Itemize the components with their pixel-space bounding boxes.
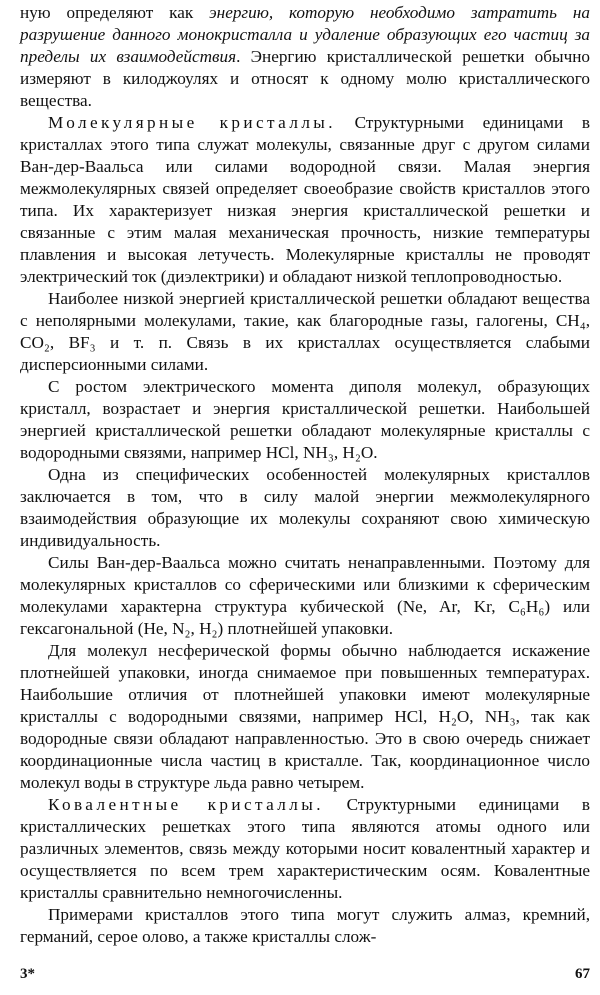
paragraph-text: С ростом электрического момента диполя молекул, образующих кристалл, возрастает и энергия кристаллической решетки. Наибольшей энергией кристаллической решетки обладают молекулярные кристаллы с водородными связями, например HCl, NH₃, H₂O.	[20, 377, 590, 462]
paragraph	[20, 2, 590, 112]
paragraph	[20, 552, 590, 640]
section-heading: Молекулярные кристаллы.	[48, 113, 336, 132]
page-number: 67	[575, 966, 590, 982]
paragraph	[20, 794, 590, 904]
paragraph-text: Структурными единицами в кристаллических решетках этого типа являются атомы одного или различных элементов, связь между которыми носит ковалентный характер и осуществляется по всем трем характеристическим осям. Ковалентные кристаллы сравнительно немногочисленны.	[20, 795, 591, 902]
paragraph-text: Примерами кристаллов этого типа могут служить алмаз, кремний, германий, серое олово, а также кристаллы слож-	[20, 905, 590, 946]
paragraph	[20, 904, 590, 948]
paragraph	[20, 376, 590, 464]
paragraph	[20, 112, 590, 288]
paragraph-text: Силы Ван-дер-Ваальса можно считать ненаправленными. Поэтому для молекулярных кристаллов со сферическими или близкими к сферическим молекулами характерна структура кубической (Ne, Ar, Kr, C₆H₆) или гексагональной (He, N₂, H₂) плотнейшей упаковки.	[20, 553, 590, 638]
paragraph	[20, 288, 590, 376]
emphasis-text: энергию, которую необходимо затратить на разрушение данного монокристалла и удаление образующих его частиц за пределы их взаимодействия	[20, 3, 590, 66]
page-footer	[20, 966, 590, 983]
paragraph	[20, 640, 590, 794]
signature-mark: 3*	[20, 966, 35, 982]
paragraph-text: Для молекул несферической формы обычно наблюдается искажение плотнейшей упаковки, иногда снимаемое при повышенных температурах. Наибольшие отличия от плотнейшей упаковки имеют молекулярные кристаллы с водородными связями, например HCl, H₂O, NH₃, так как водородные связи обладают направленностью. Это в свою очередь снижает координационные числа частиц в кристалле. Так, координационное число молекул воды в структуре льда равно четырем.	[20, 641, 590, 792]
paragraph-text: . Энергию кристаллической решетки обычно измеряют в килоджоулях и относят к одному молю кристаллического вещества.	[20, 47, 591, 110]
paragraph	[20, 464, 590, 552]
paragraph-text: Структурными единицами в кристаллах этого типа служат молекулы, связанные друг с другом силами Ван-дер-Ваальса или силами водородной связи. Малая энергия межмолекулярных связей определяет своеобразие свойств кристаллов этого типа. Их характеризует низкая энергия кристаллической решетки и связанные с этим малая механическая прочность, низкие температуры плавления и высокая летучесть. Молекулярные кристаллы не проводят электрический ток (диэлектрики) и обладают низкой теплопроводностью.	[20, 113, 591, 286]
paragraph-text: Одна из специфических особенностей молекулярных кристаллов заключается в том, что в силу малой энергии межмолекулярного взаимодействия образующие их молекулы сохраняют свою химическую индивидуальность.	[20, 465, 590, 550]
paragraph-text: ную определяют как	[20, 3, 210, 22]
body-text	[20, 2, 590, 948]
paragraph-text: Наиболее низкой энергией кристаллической решетки обладают вещества с неполярными молекулами, такие, как благородные газы, галогены, CH₄, CO₂, BF₃ и т. п. Связь в их кристаллах осуществляется слабыми дисперсионными силами.	[20, 289, 590, 374]
section-heading: Ковалентные кристаллы.	[48, 795, 324, 814]
